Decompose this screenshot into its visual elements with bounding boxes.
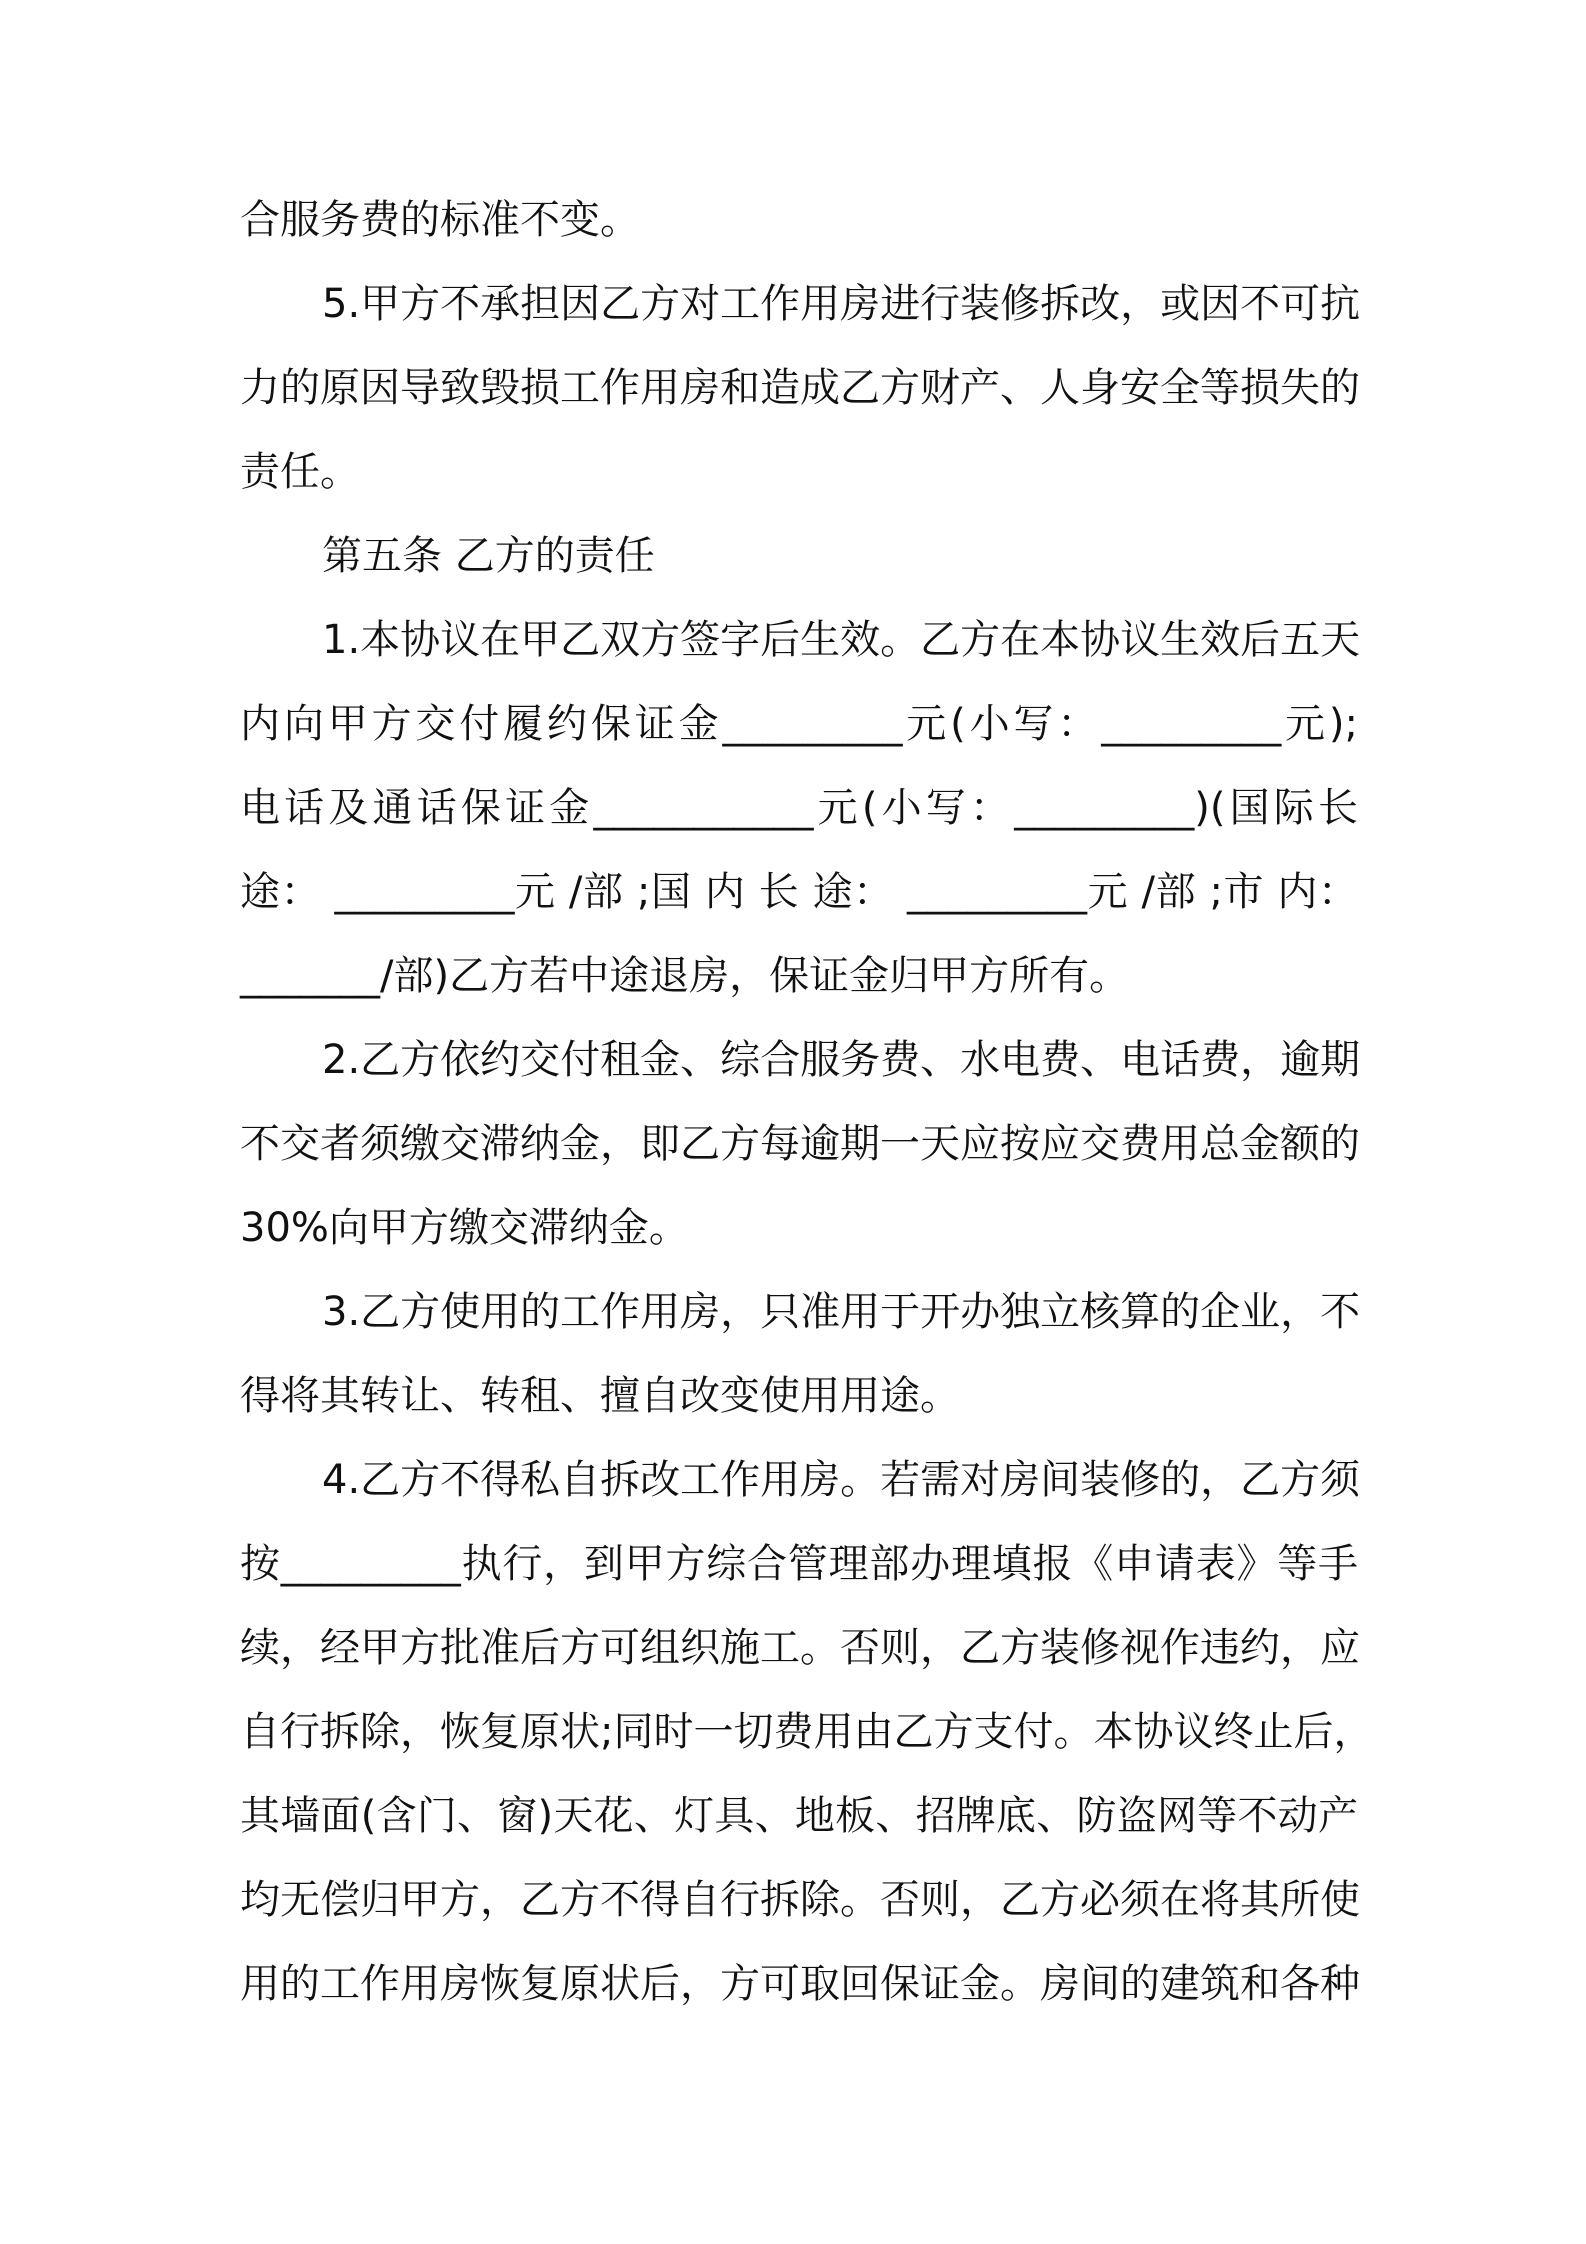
item-1-line-2: 内向甲方交付履约保证金_________元(小写：_________元);: [240, 701, 1358, 747]
item-2-line-2: 不交者须缴交滞纳金，即乙方每逾期一天应按应交费用总金额的: [240, 1121, 1360, 1167]
item-1-line-3: 电话及通话保证金___________元(小写：_________)(国际长: [240, 785, 1358, 831]
item-4-line-7: 用的工作用房恢复原状后，方可取回保证金。房间的建筑和各种: [240, 1961, 1360, 2007]
item-4-line-5: 其墙面(含门、窗)天花、灯具、地板、招牌底、防盗网等不动产: [240, 1793, 1358, 1839]
item-3-line-1: 3.乙方使用的工作用房，只准用于开办独立核算的企业，不: [322, 1289, 1361, 1335]
item-4-line-4: 自行拆除，恢复原状;同时一切费用由乙方支付。本协议终止后，: [240, 1709, 1374, 1755]
article-5-heading: 第五条 乙方的责任: [322, 533, 655, 579]
item-1-line-5: _______/部)乙方若中途退房，保证金归甲方所有。: [240, 953, 1130, 999]
item-4-line-1: 4.乙方不得私自拆改工作用房。若需对房间装修的，乙方须: [322, 1457, 1361, 1503]
item-4-line-6: 均无偿归甲方，乙方不得自行拆除。否则，乙方必须在将其所使: [240, 1877, 1360, 1923]
clause-5-line-3: 责任。: [240, 449, 360, 495]
item-4-line-2: 按_________执行，到甲方综合管理部办理填报《申请表》等手: [240, 1541, 1358, 1587]
text-line-1: 合服务费的标准不变。: [240, 197, 640, 243]
clause-5-line-1: 5.甲方不承担因乙方对工作用房进行装修拆改，或因不可抗: [322, 281, 1361, 327]
clause-5-line-2: 力的原因导致毁损工作用房和造成乙方财产、人身安全等损失的: [240, 365, 1360, 411]
item-2-line-3: 30%向甲方缴交滞纳金。: [240, 1205, 689, 1251]
item-1-line-1: 1.本协议在甲乙双方签字后生效。乙方在本协议生效后五天: [322, 617, 1361, 663]
item-4-line-3: 续，经甲方批准后方可组织施工。否则，乙方装修视作违约，应: [240, 1625, 1360, 1671]
item-1-line-4: 途： _________元 /部 ;国 内 长 途： _________元 /部 ;市 内：: [240, 869, 1358, 915]
item-3-line-2: 得将其转让、转租、擅自改变使用用途。: [240, 1373, 960, 1419]
item-2-line-1: 2.乙方依约交付租金、综合服务费、水电费、电话费，逾期: [322, 1037, 1361, 1083]
